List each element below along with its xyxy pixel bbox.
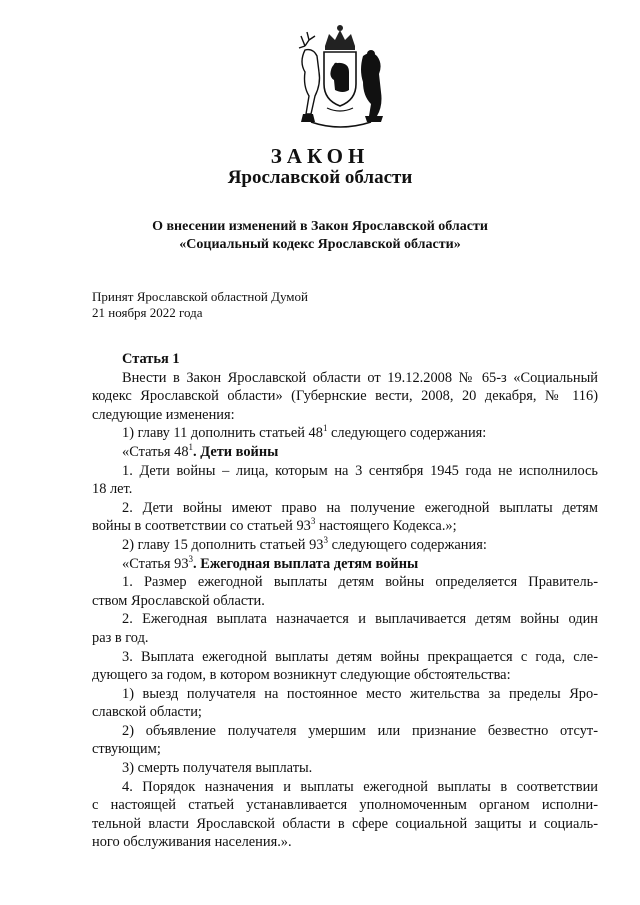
- text-line: следующие изменения:: [92, 406, 235, 423]
- text-line: ного обслуживания населения.».: [92, 834, 292, 851]
- text-line: 1. Дети войны – лица, которым на 3 сентября 1945 года не исполнилось: [122, 462, 598, 479]
- superscript: 1: [322, 423, 328, 434]
- text-line: 18 лет.: [92, 481, 133, 498]
- law-subject: [0, 218, 640, 254]
- text-fragment: 1) главу 11 дополнить статьей 48: [122, 425, 323, 442]
- law-subject-line: «Социальный кодекс Ярославской области»: [179, 237, 461, 252]
- text-line: [92, 517, 598, 536]
- adoption-body: Принят Ярославской областной Думой: [92, 289, 308, 304]
- text-fragment: войны в соответствии со статьей 93: [92, 518, 311, 535]
- superscript: 1: [188, 441, 194, 452]
- law-subject-line: О внесении изменений в Закон Ярославской области: [152, 219, 488, 234]
- law-region: Ярославской области: [227, 167, 413, 188]
- adoption-note: [92, 289, 308, 321]
- text-line: 2. Дети войны имеют право на получение ежегодной выплаты детям: [122, 499, 598, 516]
- text-line: ствующим;: [92, 741, 161, 758]
- article-48-heading: [92, 443, 598, 462]
- superscript: 3: [323, 534, 328, 545]
- adoption-date: 21 ноября 2022 года: [92, 305, 203, 320]
- text-fragment: следующего содержания:: [327, 536, 487, 553]
- text-fragment: «Статья 93: [122, 555, 189, 572]
- article-93-heading: [92, 555, 598, 574]
- superscript: 3: [310, 516, 316, 527]
- text-line: раз в год.: [92, 629, 149, 646]
- text-fragment: «Статья 48: [122, 443, 189, 460]
- law-title: ЗАКОН: [270, 144, 370, 168]
- text-line: 4. Порядок назначения и выплаты ежегодной выплаты в соответствии: [122, 778, 598, 795]
- text-line: ством Ярославской области.: [92, 592, 265, 609]
- coat-of-arms-emblem: [291, 22, 389, 132]
- text-line: 1. Размер ежегодной выплаты детям войны определяется Правитель-: [122, 574, 598, 591]
- text-line: кодекс Ярославской области» (Губернские вести, 2008, 20 декабря, № 116): [92, 388, 598, 405]
- superscript: 3: [188, 553, 194, 564]
- text-fragment: 2) главу 15 дополнить статьей 93: [122, 536, 324, 553]
- text-line: тельной власти Ярославской области в сфере социальной защиты и социаль-: [92, 815, 598, 832]
- text-line: славской области;: [92, 704, 202, 721]
- article-body: [92, 350, 598, 852]
- article-93-title: . Ежегодная выплата детям войны: [193, 555, 419, 572]
- article-heading: Статья 1: [122, 351, 180, 367]
- text-line: [92, 424, 598, 443]
- text-line: 2. Ежегодная выплата назначается и выплачивается детям войны один: [122, 611, 598, 628]
- text-line: 2) объявление получателя умершим или признание безвестно отсут-: [122, 722, 598, 739]
- text-fragment: настоящего Кодекса.»;: [315, 518, 457, 535]
- text-line: 3. Выплата ежегодной выплаты детям войны прекращается с года, сле-: [122, 648, 598, 665]
- text-line: 1) выезд получателя на постоянное место жительства за пределы Яро-: [122, 685, 598, 702]
- text-line: [92, 536, 598, 555]
- text-line: 3) смерть получателя выплаты.: [122, 760, 313, 777]
- text-line: дующего за годом, в котором возникнут следующие обстоятельства:: [92, 667, 511, 684]
- text-fragment: следующего содержания:: [327, 425, 487, 442]
- text-line: с настоящей статьей устанавливается уполномоченным органом исполни-: [92, 797, 598, 814]
- article-48-title: . Дети войны: [193, 443, 279, 460]
- text-line: Внести в Закон Ярославской области от 19.12.2008 № 65-з «Социальный: [122, 369, 598, 386]
